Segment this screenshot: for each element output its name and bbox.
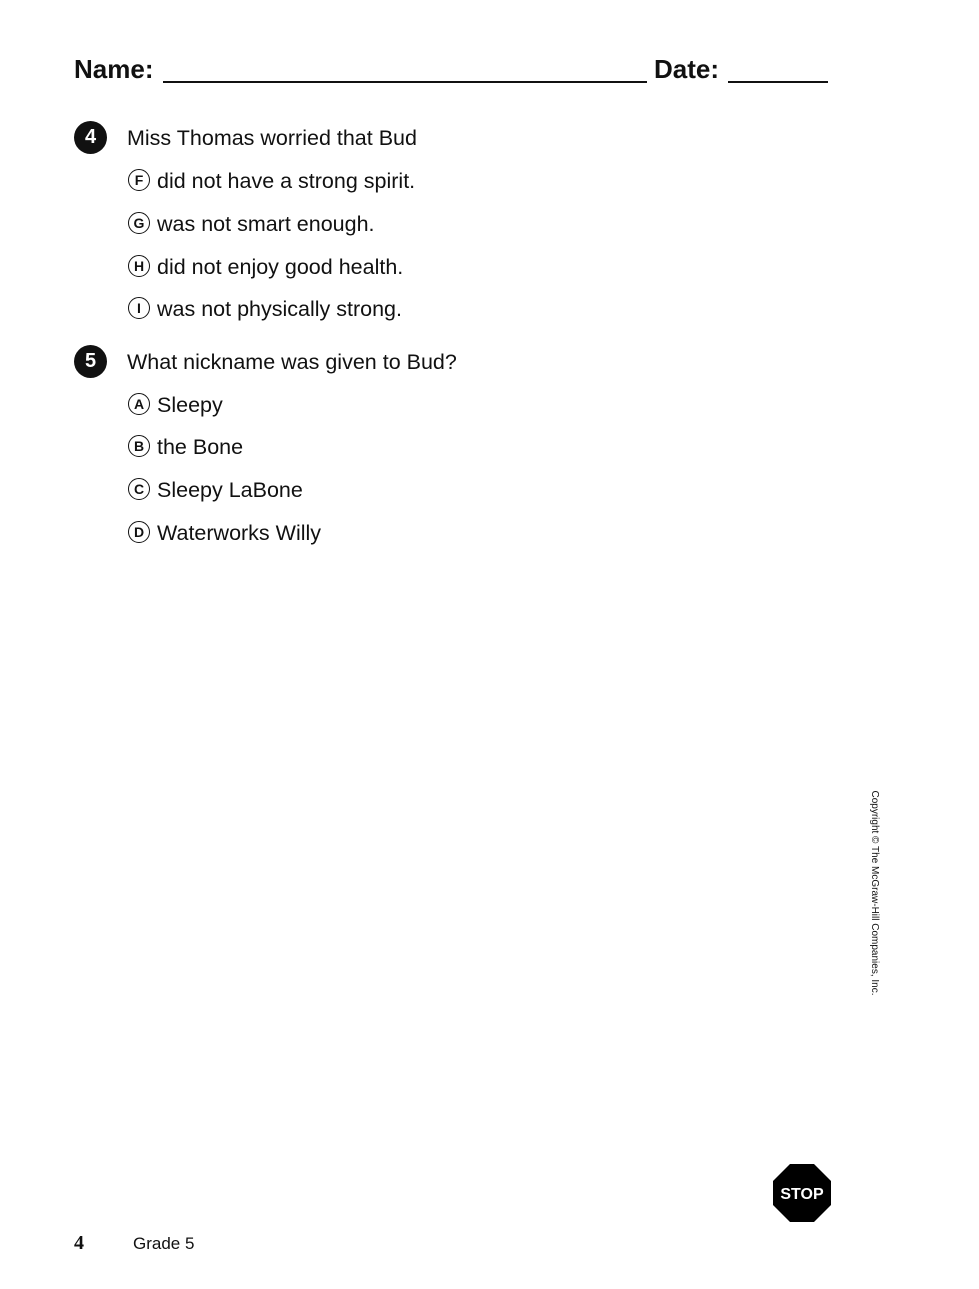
answer-text: Waterworks Willy [157,521,322,545]
date-field[interactable] [728,81,828,83]
answer-text: was not smart enough. [157,212,375,236]
name-label: Name: [74,54,154,84]
answer-text: Sleepy [157,393,223,417]
stop-sign-icon [773,1164,831,1222]
answer-bubble[interactable]: H [128,255,150,277]
answer-text: Sleepy LaBone [157,478,303,502]
answer-bubble[interactable]: D [128,521,150,543]
grade-label: Grade 5 [133,1234,195,1253]
answer-text: was not physically strong. [157,297,402,321]
question-number-badge: 4 [74,121,107,154]
answer-bubble[interactable]: G [128,212,150,234]
name-field[interactable] [163,81,647,83]
copyright-notice: Copyright © The McGraw-Hill Companies, Inc. [869,790,880,996]
question-prompt: Miss Thomas worried that Bud [127,126,417,150]
stop-label: STOP [780,1186,824,1203]
date-label: Date: [654,54,720,84]
answer-bubble[interactable]: C [128,478,150,500]
question-prompt: What nickname was given to Bud? [127,350,457,374]
name-date-header [74,52,834,88]
answer-bubble[interactable]: I [128,297,150,319]
question-number-badge: 5 [74,345,107,378]
answer-text: the Bone [157,435,244,459]
answer-text: did not enjoy good health. [157,255,404,279]
answer-bubble[interactable]: F [128,169,150,191]
answer-bubble[interactable]: B [128,435,150,457]
answer-text: did not have a strong spirit. [157,169,416,193]
answer-bubble[interactable]: A [128,393,150,415]
page-number: 4 [74,1232,84,1254]
